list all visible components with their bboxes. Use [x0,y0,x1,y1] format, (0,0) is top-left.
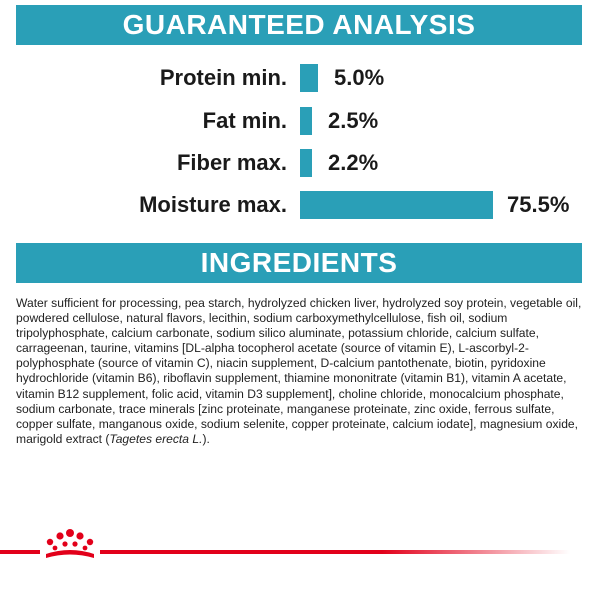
footer-line-left [0,550,40,554]
guaranteed-analysis-title: GUARANTEED ANALYSIS [122,9,476,40]
analysis-value: 2.2% [328,150,379,175]
ingredients-italic-name: Tagetes erecta L. [109,431,203,446]
ingredients-header [16,243,582,283]
analysis-row-moisture [0,187,600,223]
analysis-label: Fat min. [202,108,287,133]
analysis-label: Moisture max. [139,192,287,217]
footer-line-right [100,550,570,554]
analysis-label: Protein min. [159,65,287,90]
analysis-bar [300,107,312,135]
analysis-bar [300,149,312,177]
analysis-row-protein [0,60,600,96]
ingredients-closing: ). [202,431,210,446]
ingredients-body: Water sufficient for processing, pea starch, hydrolyzed chicken liver, hydrolyzed soy protein, vegetable oil, powdered cellulose, natural flavors, lecithin, sodium carboxymethylcellulose, fish oil, sodium tripolyphosphate, calcium carbonate, sodium silico aluminate, potassium chloride, calcium sulfate, carrageenan, taurine, vitamins [DL-alpha tocopherol acetate (source of vitamin E), L-ascorbyl-2-polyphosphate (source of vitamin C), niacin supplement, D-calcium pantothenate, biotin, pyridoxine hydrochloride (vitamin B6), riboflavin supplement, thiamine mononitrate (vitamin B1), vitamin A acetate, vitamin B12 supplement, folic acid, vitamin D3 supplement], choline chloride, monocalcium phosphate, sodium carbonate, trace minerals [zinc proteinate, manganese proteinate, zinc oxide, ferrous sulfate, copper sulfate, manganous oxide, sodium selenite, copper proteinate, calcium iodate], magnesium oxide, marigold extract ( [16,296,582,446]
analysis-value: 5.0% [334,65,385,90]
royal-canin-crown-icon [40,528,100,560]
analysis-bar [300,64,318,92]
analysis-row-fat [0,103,600,139]
analysis-row-fiber [0,145,600,181]
analysis-value: 2.5% [328,108,379,133]
analysis-bar [300,191,493,219]
guaranteed-analysis-header [16,5,582,45]
analysis-label: Fiber max. [176,150,287,175]
analysis-value: 75.5% [507,192,570,217]
ingredients-title: INGREDIENTS [200,247,398,278]
ingredients-text [16,296,584,447]
